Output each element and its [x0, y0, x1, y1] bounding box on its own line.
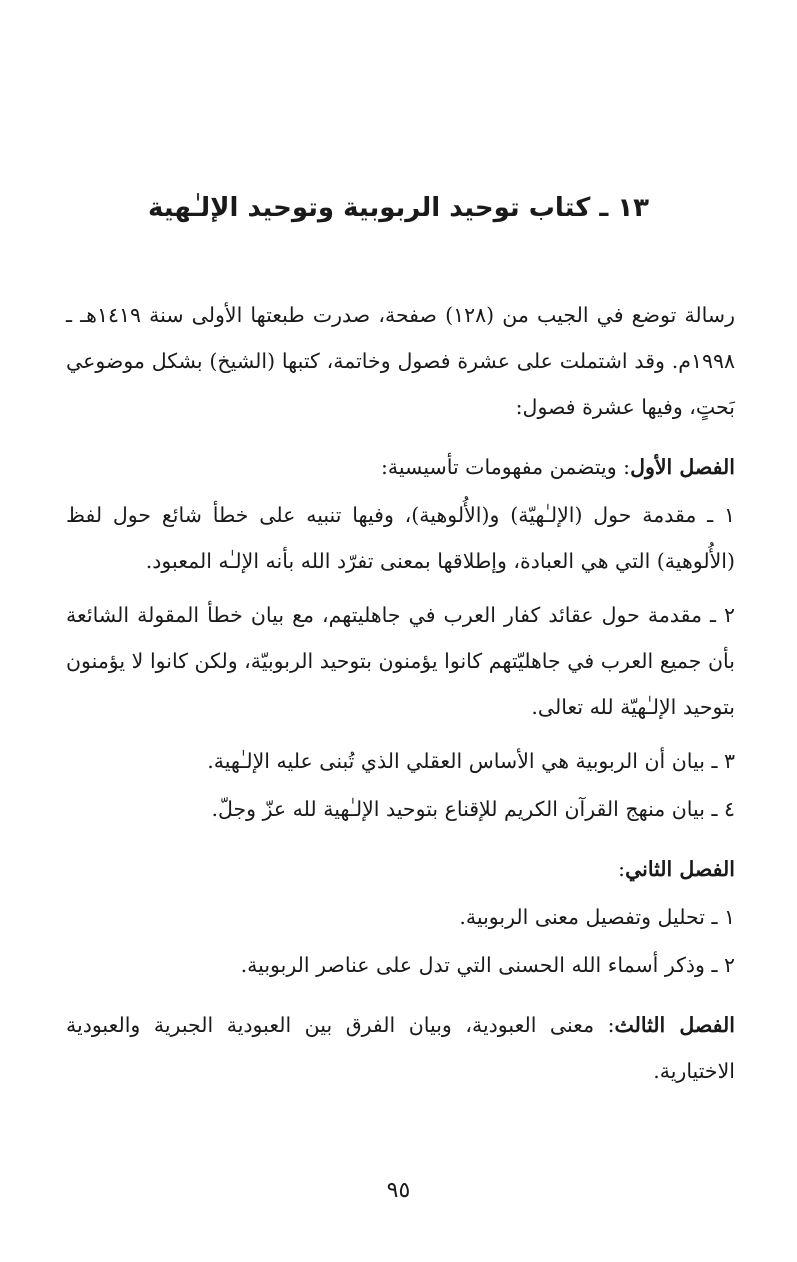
chapter-2-item-2: ٢ ـ وذكر أسماء الله الحسنى التي تدل على عناصر الربوبية. [240, 953, 735, 977]
chapter-2-text: : [618, 857, 626, 881]
page-body [66, 292, 735, 1102]
chapter-3-paragraph [66, 1002, 735, 1094]
chapter-1-item-4: ٤ ـ بيان منهج القرآن الكريم للإقناع بتوحيد الإلـٰهية لله عزّ وجلّ. [211, 797, 735, 821]
chapter-1-text: : ويتضمن مفهومات تأسيسية: [380, 455, 631, 479]
chapter-1-item-3: ٣ ـ بيان أن الربوبية هي الأساس العقلي الذي تُبنى عليه الإلـٰهية. [207, 749, 735, 773]
chapter-1-paragraph [66, 444, 735, 490]
page-number: ٩٥ [386, 1178, 411, 1203]
chapter-3-text: : معنى العبودية، وبيان الفرق بين العبودية الجبرية والعبودية الاختيارية. [66, 1013, 735, 1083]
chapter-1-item-1: ١ ـ مقدمة حول (الإلـٰهيّة) و(الأُلوهية)، وفيها تنبيه على خطأ شائع حول لفظ (الأُلوهية) التي هي العبادة، وإطلاقها بمعنى تفرّد الله بأنه الإلـٰه المعبود. [66, 503, 735, 573]
section-title: ١٣ ـ كتاب توحيد الربوبية وتوحيد الإلـٰهية [147, 193, 650, 223]
chapter-2-heading: الفصل الثاني [625, 857, 735, 881]
chapter-1-item-2: ٢ ـ مقدمة حول عقائد كفار العرب في جاهليتهم، مع بيان خطأ المقولة الشائعة بأن جميع العرب في جاهليّتهم كانوا يؤمنون بتوحيد الربوبيّة، ولكن كانوا لا يؤمنون بتوحيد الإلـٰهيّة لله تعالى. [66, 603, 735, 719]
chapter-2-item-1: ١ ـ تحليل وتفصيل معنى الربوبية. [459, 905, 735, 929]
chapter-3-heading: الفصل الثالث [614, 1013, 735, 1037]
chapter-1-heading: الفصل الأول [630, 455, 735, 479]
chapter-2-paragraph [66, 846, 735, 892]
intro-paragraph: رسالة توضع في الجيب من (١٢٨) صفحة، صدرت طبعتها الأولى سنة ١٤١٩هـ ـ ١٩٩٨م. وقد اشتملت على عشرة فصول وخاتمة، كتبها (الشيخ) بشكل موضوعي بَحتٍ، وفيها عشرة فصول: [66, 303, 736, 419]
